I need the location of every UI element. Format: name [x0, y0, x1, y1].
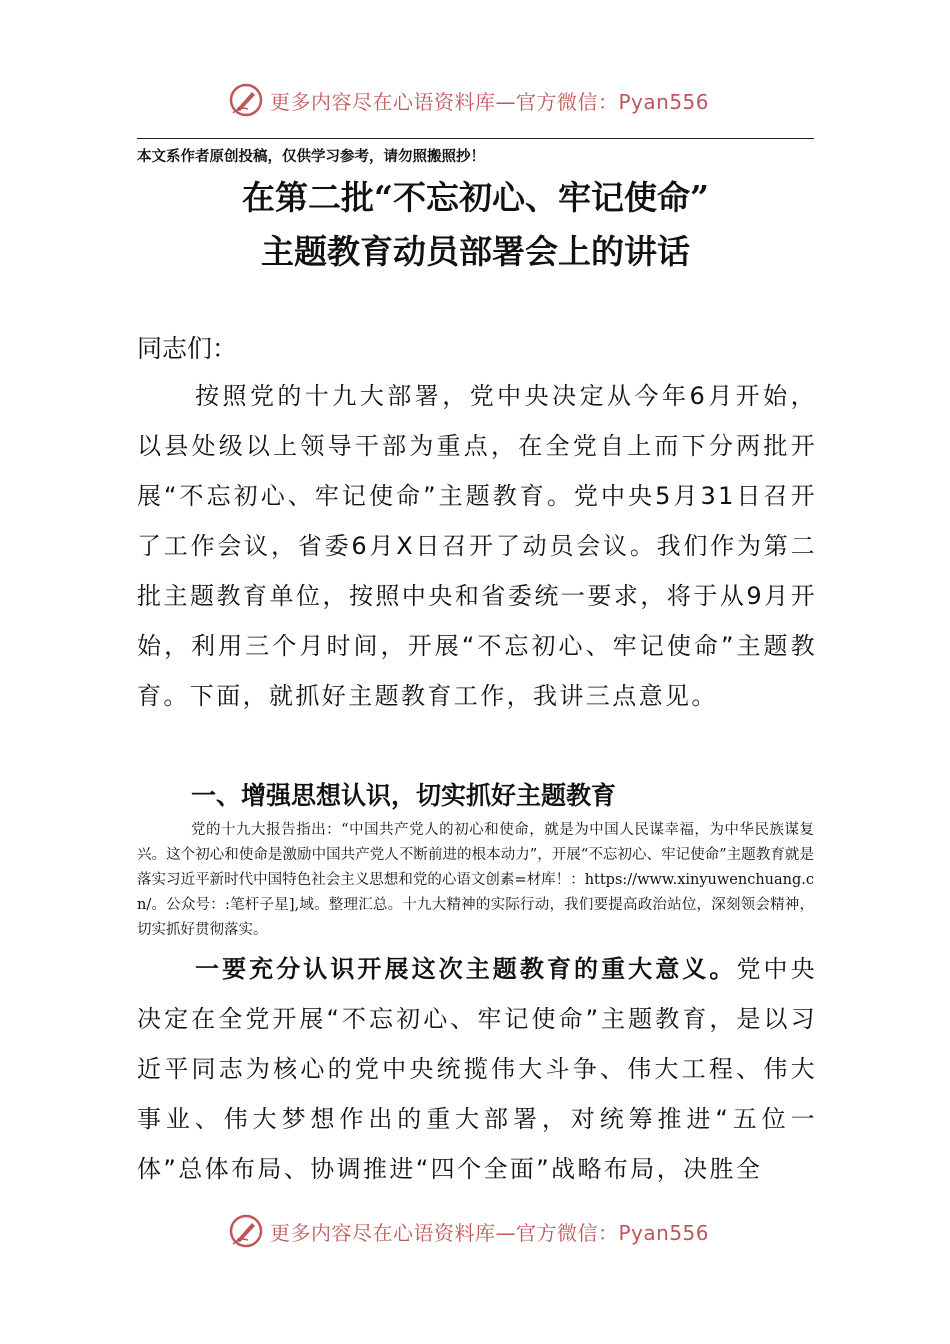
paragraph-lead-sentence: 一要充分认识开展这次主题教育的重大意义。 — [195, 954, 737, 983]
header-watermark-banner — [228, 80, 728, 120]
body-paragraph-1: 按照党的十九大部署，党中央决定从今年6月开始，以县处级以上领导干部为重点，在全党自上而下分两批开展“不忘初心、牢记使命”主题教育。党中央5月31日召开了工作会议，省委6月X日召开了动员会议。我们作为第二批主题教育单位，按照中央和省委统一要求，将于从9月开始，利用三个月时间，开展“不忘初心、牢记使命”主题教育。下面，就抓好主题教育工作，我讲三点意见。 — [137, 382, 817, 710]
header-divider — [137, 138, 814, 139]
document-title-line2: 主题教育动员部署会上的讲话 — [261, 232, 690, 271]
document-title-line1: 在第二批“不忘初心、牢记使命” — [242, 178, 709, 217]
copyright-notice: 本文系作者原创投稿，仅供学习参考，请勿照搬照抄！ — [137, 148, 485, 165]
salutation: 同志们： — [137, 334, 238, 363]
paragraph-body-text: 党中央决定在全党开展“不忘初心、牢记使命”主题教育，是以习近平同志为核心的党中央统揽伟大斗争、伟大工程、伟大事业、伟大梦想作出的重大部署，对统筹推进“五位一体”总体布局、协调推进“四个全面”战略布局，决胜全 — [137, 955, 817, 1183]
quoted-small-paragraph: 党的十九大报告指出：“中国共产党人的初心和使命，就是为中国人民谋幸福，为中华民族谋复兴。这个初心和使命是激励中国共产党人不断前进的根本动力”，开展“不忘初心、牢记使命”主题教育就是落实习近平新时代中国特色社会主义思想和党的心语文创素=材库！：https://www.xinyuwenchuang.cn/。公众号：:笔杆子星],域。整理汇总。十九大精神的实际行动，我们要提高政治站位，深刻领会精神，切实抓好贯彻落实。 — [137, 822, 814, 938]
footer-watermark-banner — [228, 1211, 728, 1251]
section-heading-1: 一、增强思想认识，切实抓好主题教育 — [191, 781, 617, 810]
pen-logo-icon — [228, 82, 264, 118]
body-paragraph-2 — [137, 944, 817, 1194]
pen-logo-icon — [228, 1213, 264, 1249]
header-watermark-text: 更多内容尽在心语资料库—官方微信：Pyan556 — [270, 89, 710, 114]
footer-watermark-text: 更多内容尽在心语资料库—官方微信：Pyan556 — [270, 1220, 710, 1245]
